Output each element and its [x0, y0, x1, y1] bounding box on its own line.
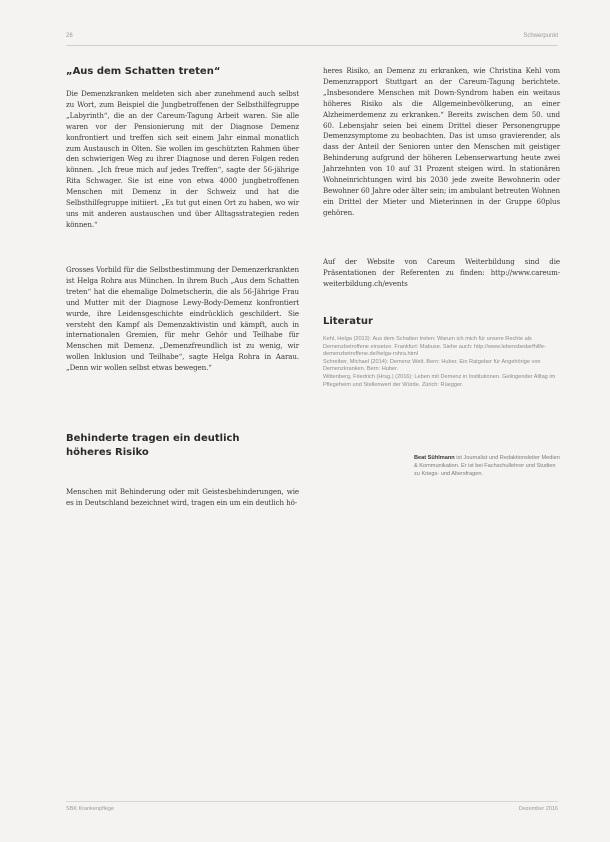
author-name: Beat Sühlmann — [414, 455, 455, 461]
page-number: 26 — [66, 33, 73, 39]
literature-list — [323, 336, 560, 389]
literature-item: Kehl, Helga (2013): Aus dem Schatten treten: Warum ich mich für unsere Rechte als Demenzbetroffene einsetze. Frankfurt: Mabuse. Siehe auch: http://www.lebensbedarfhilfe-demenzbetroffene.de/helga-rohra.html — [323, 336, 546, 358]
paragraph-3: Menschen mit Behinderung oder mit Geistesbehinderungen, wie es in Deutschland bezeichnet wird, tragen ein um ein deutlich hö- — [66, 487, 299, 507]
heading-risiko: Behinderte tragen ein deutlich höheres Risiko — [66, 433, 240, 458]
author-bio — [414, 454, 560, 478]
paragraph-2: Grosses Vorbild für die Selbstbestimmung der Demenzerkrankten ist Helga Rohra aus München. In ihrem Buch „Aus dem Schatten treten“ hat die ehemalige Dolmetscherin, die als 56-Jährige Frau und Mutter mit der Diagnose Lewy-Body-Demenz konfrontiert wurde, ihre Leidensgeschichte eindrücklich geschildert. Sie versteht den Kampf als Demenzaktivistin und kämpft, auch in internationalen Gremien, für mehr Gehör und Teilhabe für Menschen mit Demenz. „Demenzfreundlich ist zu wenig, wir wollen Inklusion und Teilhabe“, sagte Helga Rohra in Aarau. „Denn wir wollen selbst etwas bewegen.“ — [66, 265, 299, 373]
heading-literatur: Literatur — [323, 316, 373, 327]
literature-item: Schreiber, Michael (2014): Demenz Welt. Bern: Huber. Ein Ratgeber für Angehörige von Demenzkranken. Bern: Huber. — [323, 358, 541, 373]
right-paragraph-1: heres Risiko, an Demenz zu erkranken, wie Christina Kehl vom Demenzrapport Stuttgart an der Careum-Tagung berichtete. „Insbesondere Menschen mit Down-Syndrom haben ein weitaus höheres Risiko als die Allgemeinbevölkerung, an einer Alzheimerdemenz zu erkranken.“ Bereits zwischen dem 50. und 60. Lebensjahr seien bei einem Drittel dieser Personengruppe Demenzsymptome zu beobachten. Das ist umso gravierender, als dass der Anteil der Senioren unter den Menschen mit geistiger Behinderung aufgrund der höheren Lebenserwartung heute zwei Jahrzehnten von 10 auf 31 Prozent steigen wird. In stationären Wohneinrichtungen wird bis 2030 jede zweite Bewohnerin oder Bewohner 60 Jahre oder älter sein; im ambulant betreuten Wohnen ein Drittel der Mieter und Mieterinnen in der Gruppe 60plus gehören. — [323, 66, 560, 217]
heading-schatten: „Aus dem Schatten treten“ — [66, 66, 221, 77]
literature-item: Wittenberg, Friedrich (Hrsg.) (2016): Leben mit Demenz in Institutionen. Gelingender Alltag im Pflegeheim und Stellenwert der Würde. Zürich: Rüegger. — [323, 373, 556, 388]
footer-issue: Dezember 2016 — [518, 806, 558, 812]
paragraph-1: Die Demenzkranken meldeten sich aber zunehmend auch selbst zu Wort, zum Beispiel die Jungbetroffenen der Selbsthilfegruppe „Labyrinth“, die an der Careum-Tagung Arbeit waren. Sie alle waren vor der Pensionierung mit der Diagnose Demenz konfrontiert und treffen sich seit einem Jahr einmal monatlich zum Austausch in Olten. Sie wollen im geschützten Rahmen über den schwierigen Weg zu ihrer Diagnose und deren Folgen reden können. „Ich freue mich auf jedes Treffen“, sagte der 56-jährige Rita Schwager. Sie ist eine von etwa 4000 jungbetroffenen Menschen mit Demenz in der Schweiz und hat die Selbsthilfegruppe initiiert. „Es tut gut einen Ort zu haben, wo wir uns mit anderen austauschen und über Alltagsstrategien reden können.“ — [66, 89, 299, 229]
right-paragraph-2: Auf der Website von Careum Weiterbildung sind die Präsentationen der Referenten zu finden: http://www.careum-weiterbildung.ch/events — [323, 257, 560, 288]
header-rule — [66, 45, 558, 46]
section-label: Schwerpunkt — [523, 33, 558, 39]
footer-publication: SBK Krankenpflege — [66, 806, 115, 812]
author-text: ist Journalist und Redaktionsleiter Medien & Kommunikation. Er ist bei Fachschullehrer und Studien zu Kriegs- und Altersfragen. — [414, 455, 560, 477]
footer-rule — [66, 801, 558, 802]
